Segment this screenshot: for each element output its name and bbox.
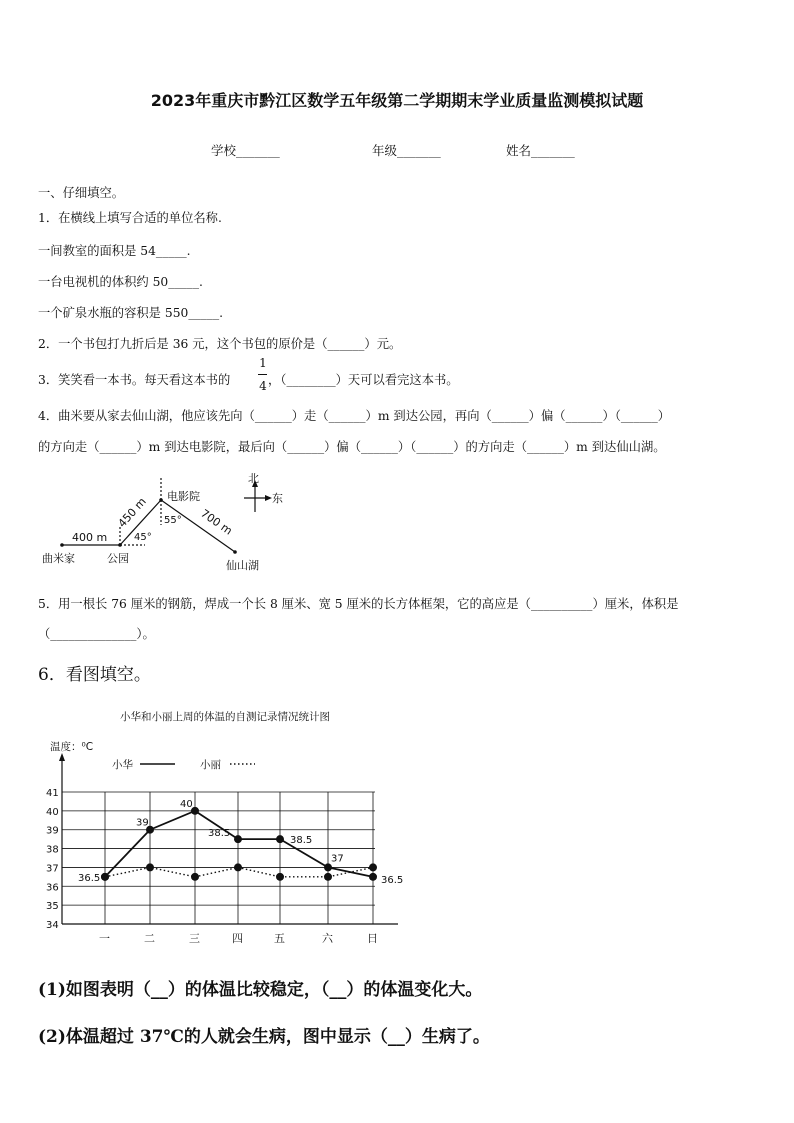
chart-series <box>78 799 403 886</box>
data-point-xiaoli <box>146 863 154 871</box>
y-tick-label: 40 <box>46 806 59 818</box>
data-label: 38.5 <box>208 828 231 840</box>
east-label: 东 <box>272 492 283 505</box>
y-tick-label: 39 <box>46 825 59 837</box>
compass-east-arrow <box>265 495 272 501</box>
legend-label-xiaoli: 小丽 <box>200 759 221 771</box>
data-point-xiaoli <box>191 873 199 881</box>
north-label: 北 <box>248 472 259 485</box>
park-label: 公园 <box>107 552 129 565</box>
part-2-question: (2)体温超过 37℃的人就会生病，图中显示（__）生病了。 <box>38 1027 490 1047</box>
data-label: 37 <box>331 853 344 865</box>
distance-450: 450 m <box>115 495 149 531</box>
question-1: 1．在横线上填写合适的单位名称. <box>38 211 222 225</box>
data-label: 38.5 <box>290 835 313 847</box>
data-label: 40 <box>180 798 193 810</box>
y-tick-label: 34 <box>46 920 59 931</box>
data-label: 36.5 <box>78 872 101 884</box>
data-point-xiaoli <box>101 873 109 881</box>
y-tick-label: 41 <box>46 788 59 799</box>
section-heading: 一、仔细填空。 <box>38 186 125 200</box>
fraction-numerator: 1 <box>259 356 267 370</box>
y-axis-arrow <box>59 753 65 761</box>
chart-legend <box>112 758 255 771</box>
angle-45: 45° <box>134 532 152 543</box>
question-1a: 一间教室的面积是 54_____. <box>38 244 191 258</box>
lake-label: 仙山湖 <box>226 559 259 572</box>
cinema-label: 电影院 <box>167 490 200 503</box>
y-tick-label: 35 <box>46 901 59 913</box>
temperature-chart <box>40 700 404 950</box>
data-point-xiaoli <box>324 873 332 881</box>
data-point-xiaoli <box>276 873 284 881</box>
school-field: 学校_______ <box>211 143 280 158</box>
park-point <box>118 543 122 547</box>
name-field: 姓名_______ <box>506 143 575 158</box>
distance-700: 700 m <box>198 506 235 538</box>
x-tick-label: 二 <box>144 932 155 945</box>
question-3-end: ，（________）天可以看完这本书。 <box>268 373 459 387</box>
chart-title: 小华和小丽上周的体温的自测记录情况统计图 <box>120 711 330 723</box>
lake-point <box>233 550 237 554</box>
part-1-question: (1)如图表明（__）的体温比较稳定，（__）的体温变化大。 <box>38 980 483 1000</box>
question-2: 2．一个书包打九折后是 36 元，这个书包的原价是（______）元。 <box>38 337 402 351</box>
y-tick-label: 37 <box>46 863 59 875</box>
data-label: 39 <box>136 817 149 829</box>
route-map <box>30 470 310 580</box>
x-tick-label: 六 <box>322 932 333 945</box>
data-point-xiaoli <box>369 863 377 871</box>
fraction-denominator: 4 <box>259 379 267 393</box>
question-3-start: 3．笑笑看一本书。每天看这本书的 <box>38 373 231 387</box>
question-5-line1: 5．用一根长 76 厘米的钢筋，焊成一个长 8 厘米、宽 5 厘米的长方体框架，它的高应是（__________）厘米，体积是 <box>38 597 679 611</box>
data-point-xiaohua <box>369 873 377 881</box>
data-point-xiaohua <box>234 835 242 843</box>
data-label: 36.5 <box>381 874 404 886</box>
x-tick-label: 四 <box>232 932 243 945</box>
chart-grid <box>62 792 375 924</box>
question-6: 6．看图填空。 <box>38 665 151 685</box>
question-4-line2: 的方向走（______）m 到达电影院，最后向（______）偏（______）（______）的方向走（______）m 到达仙山湖。 <box>38 440 666 454</box>
y-tick-label: 38 <box>46 844 59 856</box>
distance-400: 400 m <box>72 531 108 544</box>
y-axis-label: 温度：⁰C <box>50 741 94 753</box>
data-point-xiaoli <box>234 863 242 871</box>
cinema-point <box>159 498 163 502</box>
angle-55: 55° <box>164 515 182 526</box>
x-tick-label: 五 <box>274 932 285 945</box>
question-1b: 一台电视机的体积约 50_____. <box>38 275 203 289</box>
home-point <box>60 543 64 547</box>
page-title: 2023年重庆市黔江区数学五年级第二学期期末学业质量监测模拟试题 <box>150 91 644 110</box>
question-4-line1: 4．曲米要从家去仙山湖，他应该先向（______）走（______）m 到达公园，再向（______）偏（______）（______） <box>38 409 671 423</box>
legend-label-xiaohua: 小华 <box>112 759 133 771</box>
question-5-line2: （______________）。 <box>38 627 155 641</box>
x-tick-label: 日 <box>367 932 378 945</box>
fraction-bar <box>258 374 267 375</box>
x-tick-label: 三 <box>189 932 200 945</box>
home-label: 曲米家 <box>42 552 75 565</box>
data-point-xiaohua <box>324 863 332 871</box>
data-point-xiaohua <box>276 835 284 843</box>
grade-field: 年级_______ <box>372 143 441 158</box>
x-tick-label: 一 <box>99 932 110 945</box>
question-1c: 一个矿泉水瓶的容积是 550_____. <box>38 306 224 320</box>
y-tick-label: 36 <box>46 882 59 894</box>
